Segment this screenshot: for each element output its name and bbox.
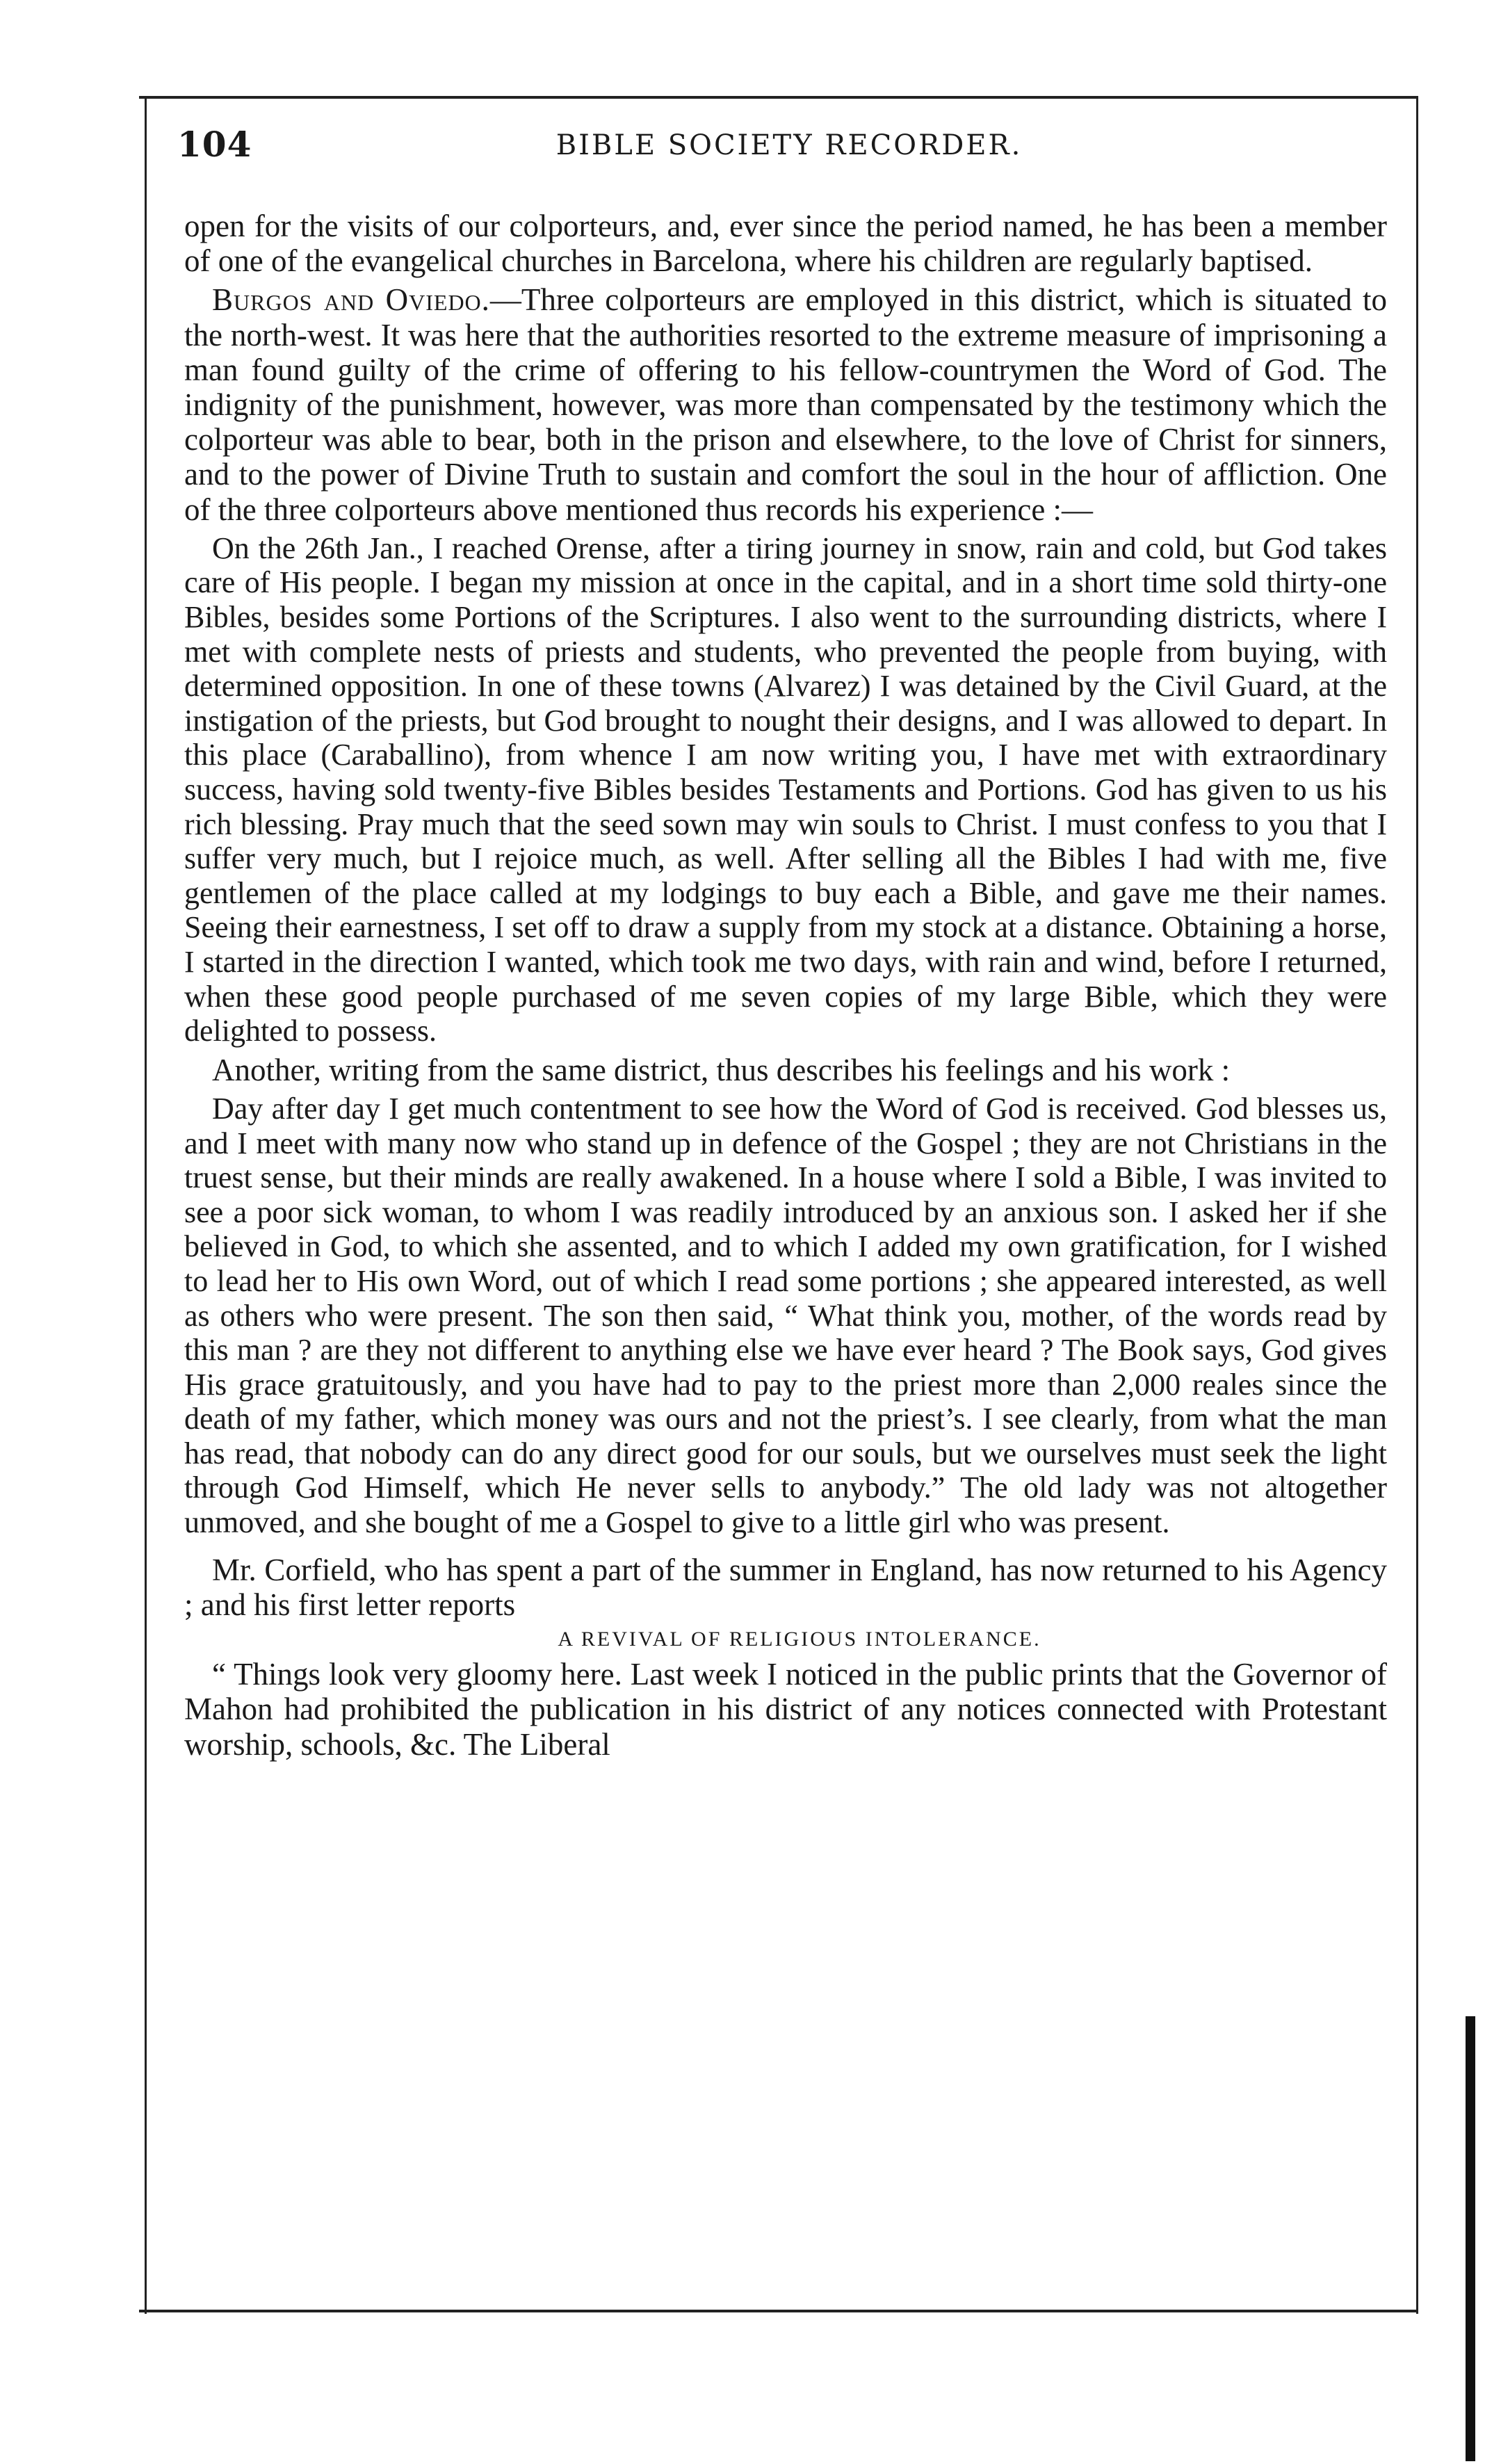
- paragraph-burgos-oviedo: [184, 282, 1387, 526]
- paragraph-corfield: Mr. Corfield, who has spent a part of the summer in England, has now returned to his Agency ; and his first letter reports: [184, 1552, 1387, 1622]
- colporteur-letter-quote: On the 26th Jan., I reached Orense, after a tiring journey in snow, rain and cold, but God takes care of His people. I began my mission at once in the capital, and in a short time sold thirty-one Bibles, besides some Portions of the Scriptures. I also went to the surrounding districts, where I met with complete nests of priests and students, who prevented the people from buying, with determined opposition. In one of these towns (Alvarez) I was detained by the Civil Guard, at the instigation of the priests, but God brought to nought their designs, and I was allowed to depart. In this place (Caraballino), from whence I am now writing you, I have met with extraordinary success, having sold twenty-five Bibles besides Testaments and Portions. God has given to us his rich blessing. Pray much that the seed sown may win souls to Christ. I must confess to you that I suffer very much, but I rejoice much, as well. After selling all the Bibles I had with me, five gentlemen of the place called at my lodgings to buy each a Bible, and gave me their names. Seeing their earnestness, I set off to draw a supply from my stock at a distance. Obtaining a horse, I started in the direction I wanted, which took me two days, with rain and wind, before I returned, when these good people purchased of me seven copies of my large Bible, which they were delighted to possess.: [184, 530, 1387, 1048]
- page-header: [177, 124, 1401, 172]
- paragraph-continuation: open for the visits of our colporteurs, and, ever since the period named, he has been a member of one of the evangelical churches in Barcelona, where his children are regularly baptised.: [184, 209, 1387, 279]
- article-body: [184, 209, 1387, 1762]
- running-title: BIBLE SOCIETY RECORDER.: [555, 129, 1023, 161]
- scan-edge-mark: [1466, 2016, 1475, 2461]
- page-number: 104: [177, 124, 252, 165]
- section-subheading: A REVIVAL OF RELIGIOUS INTOLERANCE.: [558, 1628, 1041, 1651]
- paragraph-another-writing: Another, writing from the same district, thus describes his feelings and his work :: [212, 1052, 1231, 1087]
- paragraph-burgos-oviedo-text: —Three colporteurs are employed in this district, which is situated to the north-west. It was here that the authorities resorted to the extreme measure of imprisoning a man found guilty of the crime of offering to his fellow-countrymen the Word of God. The indignity of the punishment, however, was more than compensated by the testimony which the colporteur was able to bear, both in the prison and elsewhere, to the love of Christ for sinners, and to the power of Divine Truth to sustain and comfort the soul in the hour of affliction. One of the three colporteurs above mentioned thus records his experience :—: [184, 282, 1387, 527]
- paragraph-corfield-letter: “ Things look very gloomy here. Last week I noticed in the public prints that the Governor of Mahon had prohibited the publication in his district of any notices connected with Protestant worship, schools, &c. The Liberal: [184, 1657, 1387, 1762]
- bottom-border-rule: [139, 2310, 1417, 2312]
- second-colporteur-quote: Day after day I get much contentment to see how the Word of God is received. God blesses us, and I meet with many now who stand up in defence of the Gospel ; they are not Christians in the truest sense, but their minds are really awakened. In a house where I sold a Bible, I was invited to see a poor sick woman, to whom I was readily introduced by an anxious son. I asked her if she believed in God, to which she assented, and to which I added my own gratification, for I wished to lead her to His own Word, out of which I read some portions ; she appeared interested, as well as others who were present. The son then said, “ What think you, mother, of the words read by this man ? are they not different to anything else we have ever heard ? The Book says, God gives His grace gratuitously, and you have had to pay to the priest more than 2,000 reales since the death of my father, which money was ours and not the priest’s. I see clearly, from what the man has read, that nobody can do any direct good for our souls, but we ourselves must seek the light through God Himself, which He never sells to anybody.” The old lady was not altogether unmoved, and she bought of me a Gospel to give to a little girl who was present.: [184, 1091, 1387, 1540]
- section-lead-in: Burgos and Oviedo.: [212, 282, 490, 318]
